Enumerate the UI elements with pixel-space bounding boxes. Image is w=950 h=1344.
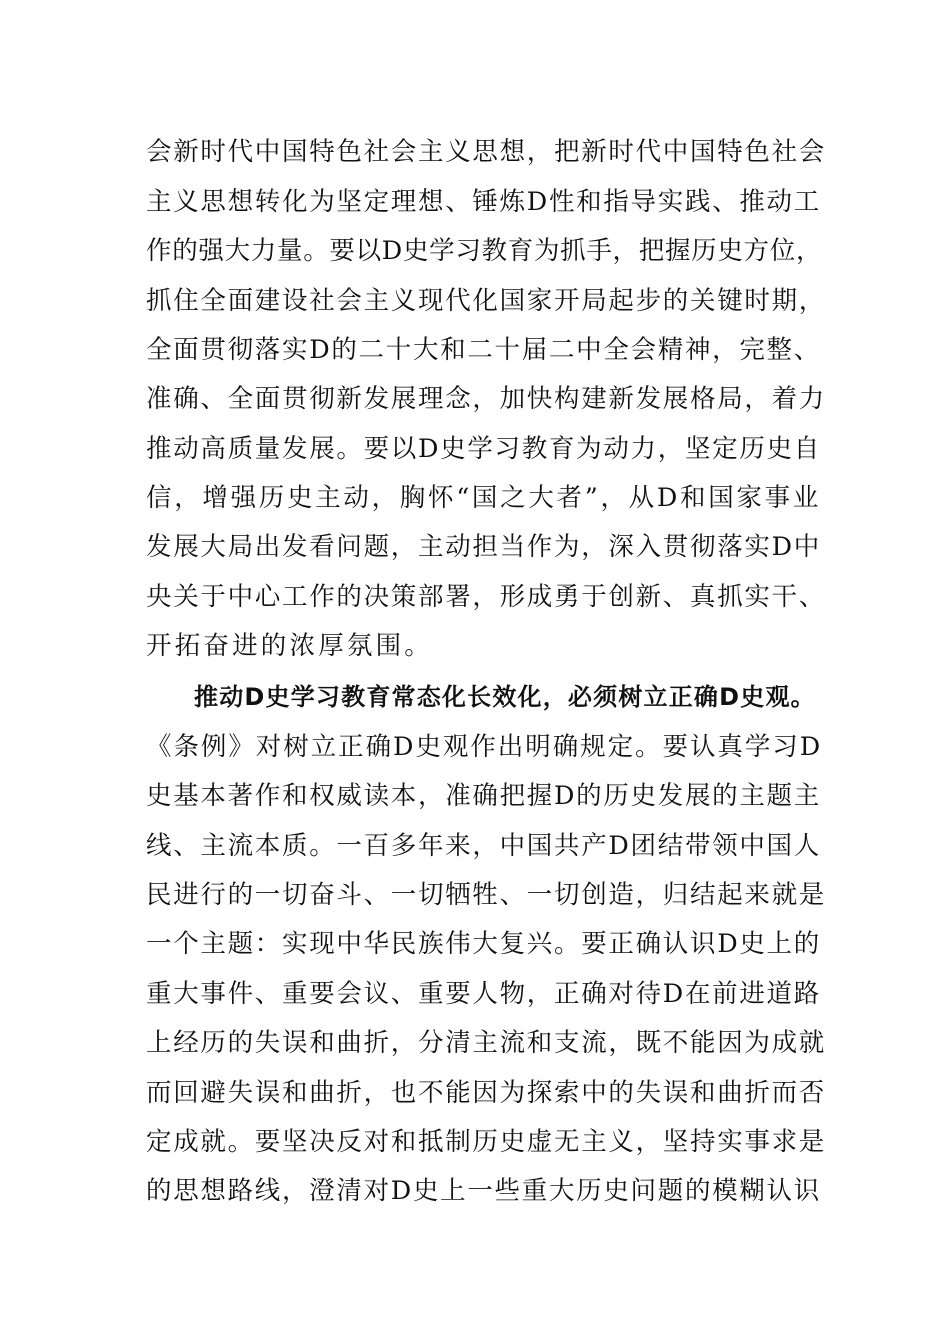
- text-line: 上经历的失误和曲折，分清主流和支流，既不能因为成就: [146, 1028, 827, 1058]
- text-line: 线、主流本质。一百多年来，中国共产D团结带领中国人: [146, 831, 821, 861]
- text-line: 作的强大力量。要以D史学习教育为抓手，把握历史方位，: [146, 236, 823, 266]
- text-line: 主义思想转化为坚定理想、锤炼D性和指导实践、推动工: [146, 187, 821, 217]
- text-line: 开拓奋进的浓厚氛围。: [146, 631, 434, 661]
- text-line: 会新时代中国特色社会主义思想，把新时代中国特色社会: [146, 137, 827, 167]
- text-line: 重大事件、重要会议、重要人物，正确对待D在前进道路: [146, 979, 821, 1009]
- text-line: 全面贯彻落实D的二十大和二十届二中全会精神，完整、: [146, 335, 821, 365]
- text-line: 发展大局出发看问题，主动担当作为，深入贯彻落实D中: [146, 532, 821, 562]
- text-line: 史基本著作和权威读本，准确把握D的历史发展的主题主: [146, 781, 821, 811]
- text-line: 推动高质量发展。要以D史学习教育为动力，坚定历史自: [146, 434, 821, 464]
- text-line: 信，增强历史主动，胸怀“国之大者”，从D和国家事业: [146, 483, 822, 513]
- text-line: 的思想路线，澄清对D史上一些重大历史问题的模糊认识: [146, 1176, 821, 1206]
- text-line: 民进行的一切奋斗、一切牺牲、一切创造，归结起来就是: [146, 880, 827, 910]
- section-heading: 推动D史学习教育常态化长效化，必须树立正确D史观。: [194, 683, 816, 711]
- text-line: 而回避失误和曲折，也不能因为探索中的失误和曲折而否: [146, 1078, 827, 1108]
- text-line: 抓住全面建设社会主义现代化国家开局起步的关键时期，: [146, 286, 827, 316]
- text-line: 准确、全面贯彻新发展理念，加快构建新发展格局，着力: [146, 384, 827, 414]
- text-line: 一个主题：实现中华民族伟大复兴。要正确认识D史上的: [146, 929, 821, 959]
- text-line: 央关于中心工作的决策部署，形成勇于创新、真抓实干、: [146, 582, 827, 612]
- text-line: 《条例》对树立正确D史观作出明确规定。要认真学习D: [146, 732, 823, 762]
- text-line: 定成就。要坚决反对和抵制历史虚无主义，坚持实事求是: [146, 1127, 827, 1157]
